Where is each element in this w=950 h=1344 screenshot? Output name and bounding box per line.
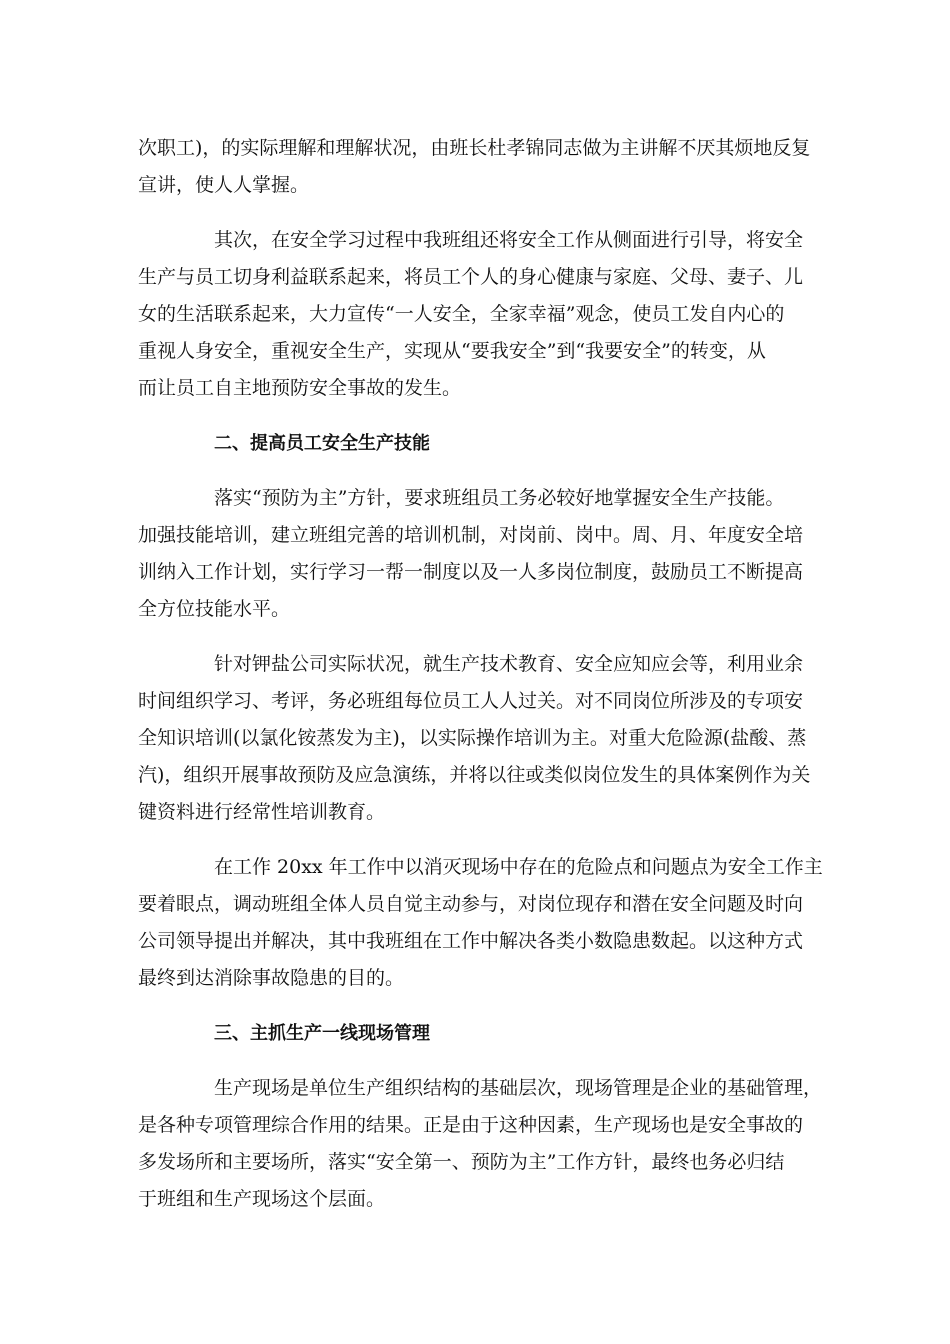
- text-line: 公司领导提出并解决，其中我班组在工作中解决各类小数隐患数起。以这种方式: [138, 930, 804, 952]
- document-body: [138, 130, 823, 1236]
- text-line: 女的生活联系起来，大力宣传“一人安全，全家幸福”观念，使员工发自内心的: [138, 303, 785, 325]
- text-line: 重视人身安全，重视安全生产，实现从“要我安全”到“我要安全”的转变，从: [138, 340, 766, 362]
- paragraph-site-management: [138, 1070, 823, 1218]
- section-heading-3: 三、主抓生产一线现场管理: [214, 1023, 430, 1044]
- text-line: 落实“预防为主”方针，要求班组员工务必较好地掌握安全生产技能。: [214, 487, 785, 509]
- text-line: 全方位技能水平。: [138, 598, 291, 620]
- text-line: 是各种专项管理综合作用的结果。正是由于这种因素，生产现场也是安全事故的: [138, 1114, 804, 1136]
- text-line: 宣讲，使人人掌握。: [138, 174, 310, 196]
- text-line: 加强技能培训，建立班组完善的培训机制，对岗前、岗中。周、月、年度安全培: [138, 524, 804, 546]
- text-line: 键资料进行经常性培训教育。: [138, 801, 386, 823]
- text-line: 最终到达消除事故隐患的目的。: [138, 967, 405, 989]
- text-line: 针对钾盐公司实际状况，就生产技术教育、安全应知应会等，利用业余: [214, 653, 804, 675]
- paragraph-hazard-elimination: [138, 849, 823, 997]
- text-line: 而让员工自主地预防安全事故的发生。: [138, 377, 462, 399]
- text-line: 多发场所和主要场所，落实“安全第一、预防为主”工作方针，最终也务必归结: [138, 1151, 785, 1173]
- text-line: 次职工)，的实际理解和理解状况，由班长杜孝锦同志做为主讲解不厌其烦地反复: [138, 137, 811, 159]
- text-line: 生产现场是单位生产组织结构的基础层次，现场管理是企业的基础管理，: [214, 1077, 823, 1099]
- paragraph-safety-learning: [138, 222, 814, 407]
- text-line: 时间组织学习、考评，务必班组每位员工人人过关。对不同岗位所涉及的专项安: [138, 690, 804, 712]
- text-line: 在工作 20xx 年工作中以消灭现场中存在的危险点和问题点为安全工作主: [214, 856, 823, 878]
- paragraph-company-training: [138, 646, 814, 831]
- text-line: 其次，在安全学习过程中我班组还将安全工作从侧面进行引导，将安全: [214, 229, 804, 251]
- text-line: 要着眼点，调动班组全体人员自觉主动参与，对岗位现存和潜在安全问题及时向: [138, 893, 804, 915]
- paragraph-continuation: [138, 130, 814, 204]
- text-line: 全知识培训(以氯化铵蒸发为主)，以实际操作培训为主。对重大危险源(盐酸、蒸: [138, 727, 807, 749]
- text-line: 汽)，组织开展事故预防及应急演练，并将以往或类似岗位发生的具体案例作为关: [138, 764, 811, 786]
- text-line: 于班组和生产现场这个层面。: [138, 1188, 386, 1210]
- section-heading-2: 二、提高员工安全生产技能: [214, 433, 430, 454]
- paragraph-skills-training: [138, 480, 814, 628]
- text-line: 训纳入工作计划，实行学习一帮一制度以及一人多岗位制度，鼓励员工不断提高: [138, 561, 804, 583]
- text-line: 生产与员工切身利益联系起来，将员工个人的身心健康与家庭、父母、妻子、儿: [138, 266, 804, 288]
